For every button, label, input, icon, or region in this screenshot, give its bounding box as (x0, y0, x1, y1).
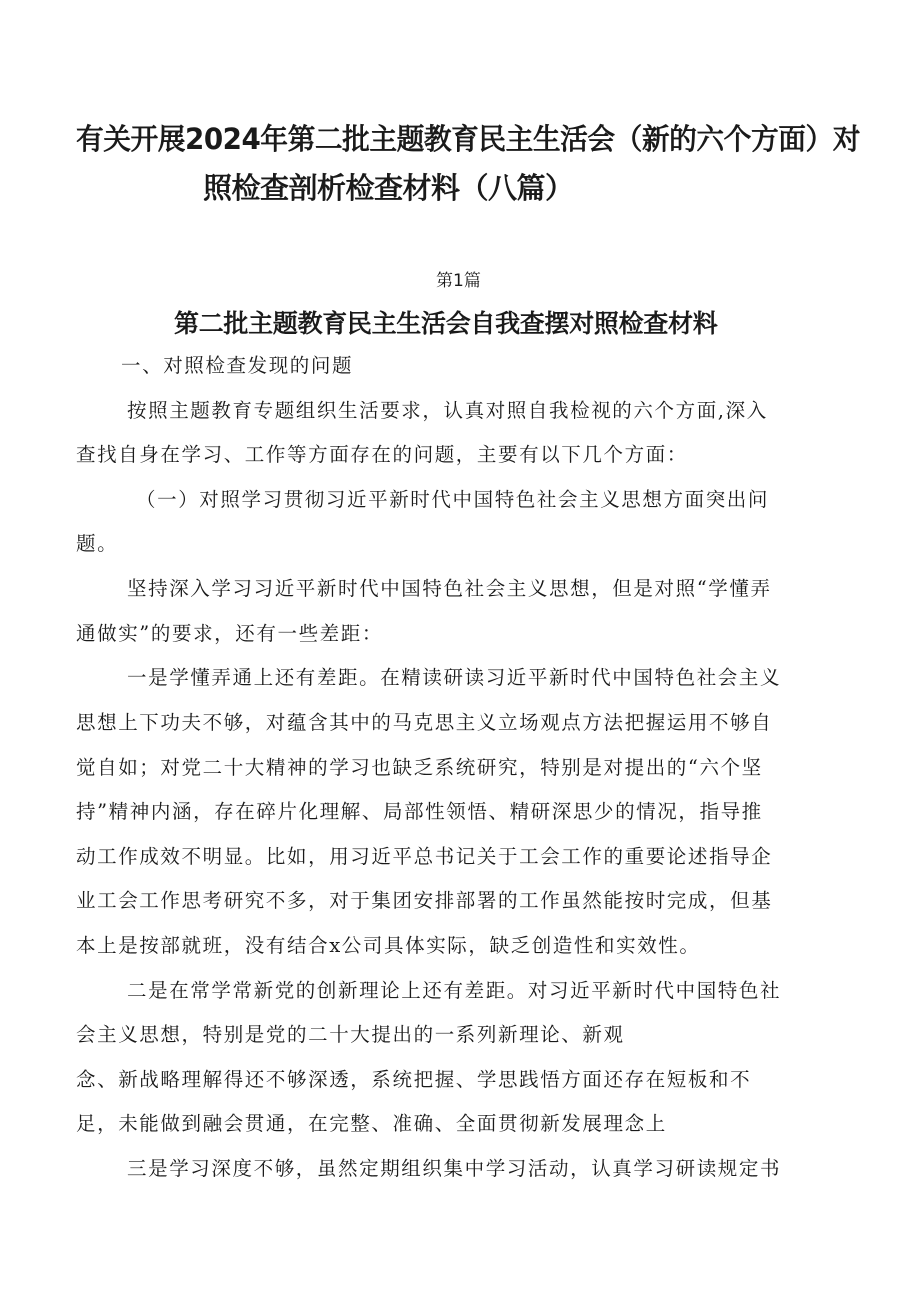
body-line: 思想上下功夫不够，对蕴含其中的马克思主义立场观点方法把握运用不够自 (76, 711, 773, 734)
heading-1: 一、对照检查发现的问题 (121, 354, 354, 377)
body-line: 本上是按部就班，没有结合x公司具体实际，缺乏创造性和实效性。 (76, 934, 701, 957)
body-line: 业工会工作思考研究不多，对于集团安排部署的工作虽然能按时完成，但基 (76, 889, 773, 912)
body-line: 通做实”的要求，还有一些差距： (76, 622, 383, 645)
body-line: 查找自身在学习、工作等方面存在的问题，主要有以下几个方面： (76, 443, 688, 466)
subheading-line: 题。 (76, 532, 119, 555)
document-title-line-2: 照检查剖析检查材料（八篇） (203, 171, 574, 205)
body-line: 坚持深入学习习近平新时代中国特色社会主义思想，但是对照“学懂弄 (127, 577, 772, 600)
chapter-heading: 第1篇 (436, 271, 481, 291)
body-line: 二是在常学常新党的创新理论上还有差距。对习近平新时代中国特色社 (127, 979, 782, 1002)
body-line: 三是学习深度不够，虽然定期组织集中学习活动，认真学习研读规定书 (127, 1157, 782, 1180)
subheading-line: （一）对照学习贯彻习近平新时代中国特色社会主义思想方面突出问 (136, 488, 770, 511)
body-line: 按照主题教育专题组织生活要求，认真对照自我检视的六个方面,深入 (127, 399, 768, 422)
body-line: 动工作成效不明显。比如，用习近平总书记关于工会工作的重要论述指导企 (76, 845, 773, 868)
body-line: 会主义思想，特别是党的二十大提出的一系列新理论、新观 (76, 1023, 625, 1046)
body-line: 一是学懂弄通上还有差距。在精读研读习近平新时代中国特色社会主义 (127, 666, 782, 689)
document-title-line-1: 有关开展2024年第二批主题教育民主生活会（新的六个方面）对 (76, 122, 860, 156)
body-line: 念、新战略理解得还不够深透，系统把握、学思践悟方面还存在短板和不 (76, 1068, 752, 1091)
body-line: 觉自如；对党二十大精神的学习也缺乏系统研究，特别是对提出的“六个坚 (76, 756, 763, 779)
section-title: 第二批主题教育民主生活会自我查摆对照检查材料 (174, 309, 718, 338)
body-line: 足，未能做到融会贯通，在完整、准确、全面贯彻新发展理念上 (76, 1112, 667, 1135)
body-line: 持”精神内涵，存在碎片化理解、局部性领悟、精研深思少的情况，指导推 (76, 800, 763, 823)
